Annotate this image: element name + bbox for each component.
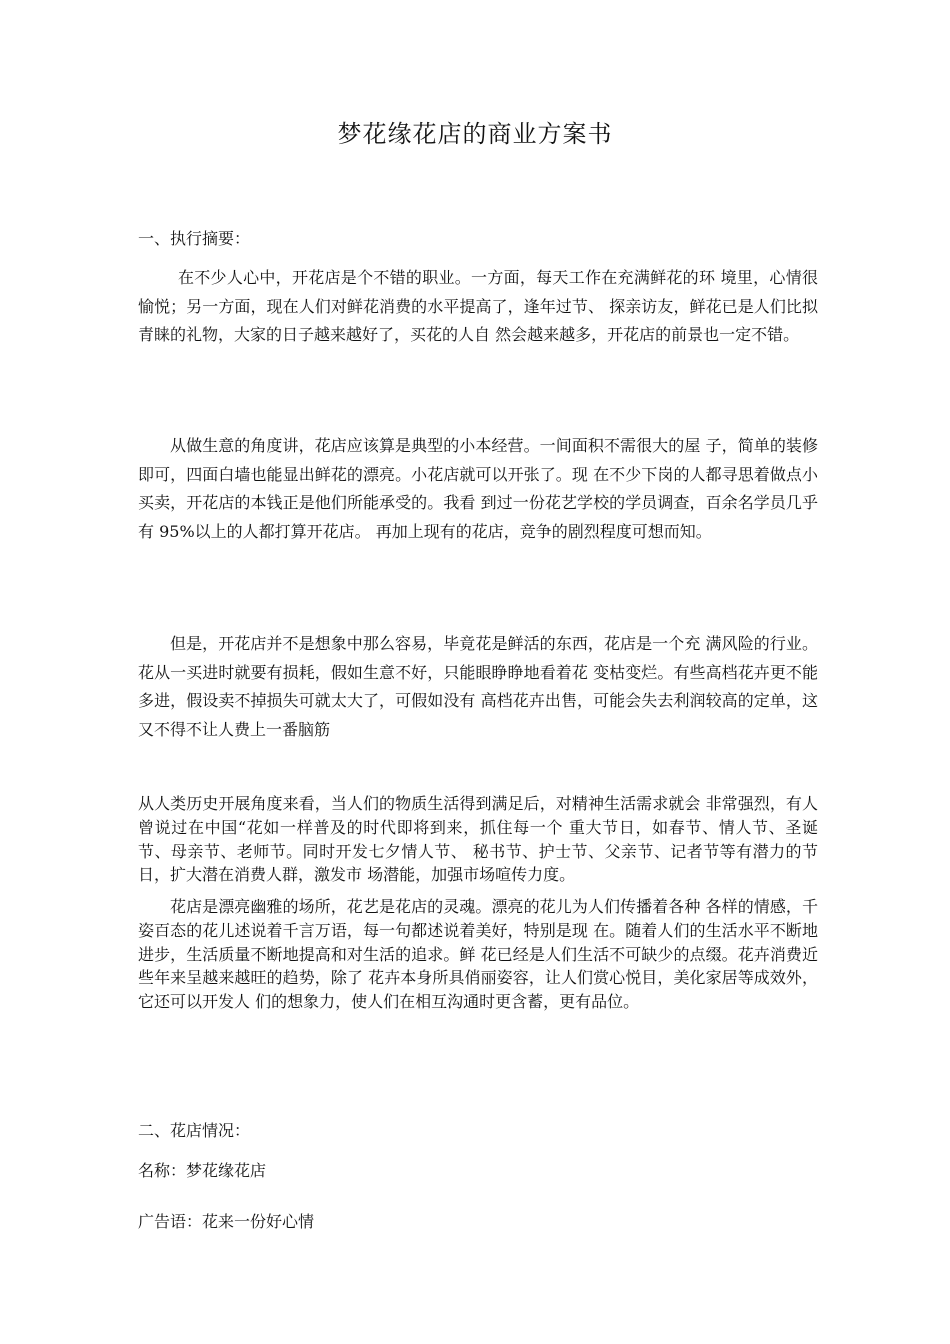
section-heading-shop-info: 二、花店情况：	[138, 1121, 251, 1140]
slogan-line: 广告语：花来一份好心情	[138, 1212, 315, 1231]
section-heading-summary: 一、执行摘要：	[138, 229, 251, 248]
paragraph-5: 花店是漂亮幽雅的场所，花艺是花店的灵魂。漂亮的花儿为人们传播着各种 各样的情感，千姿百态的花儿述说着千言万语，每一句都述说着美好，特别是现 在。随着人们的生活水平不断地进步，生活质量不断地提高和对生活的追求。鲜 花已经是人们生活不可缺少的点缀。花卉消费近些年来呈越来越旺的趋势，除了 花卉本身所具俏丽姿容，让人们赏心悦目，美化家居等成效外，它还可以开发人 们的想象力，使人们在相互沟通时更含蓄，更有品位。	[138, 897, 818, 1012]
paragraph-4: 从人类历史开展角度来看，当人们的物质生活得到满足后，对精神生活需求就会 非常强烈，有人曾说过在中国“花如一样普及的时代即将到来，抓住每一个 重大节日，如春节、情人节、圣诞节、母亲节、老师节。同时开发七夕情人节、 秘书节、护士节、父亲节、记者节等有潜力的节日，扩大潜在消费人群，激发市 场潜能，加强市场喧传力度。	[138, 794, 818, 885]
paragraph-2: 从做生意的角度讲，花店应该算是典型的小本经营。一间面积不需很大的屋 子，简单的装修即可，四面白墙也能显出鲜花的漂亮。小花店就可以开张了。现 在不少下岗的人都寻思着做点小买卖，开花店的本钱正是他们所能承受的。我看 到过一份花艺学校的学员调查，百余名学员几乎有 95%以上的人都打算开花店。 再加上现有的花店，竞争的剧烈程度可想而知。	[138, 436, 818, 541]
document-title: 梦花缘花店的商业方案书	[337, 120, 613, 148]
shop-name-line: 名称：梦花缘花店	[138, 1161, 267, 1180]
paragraph-3: 但是，开花店并不是想象中那么容易，毕竟花是鲜活的东西，花店是一个充 满风险的行业。花从一买进时就要有损耗，假如生意不好，只能眼睁睁地看着花 变枯变烂。有些高档花卉更不能多进，假设卖不掉损失可就太大了，可假如没有 高档花卉出售，可能会失去利润较高的定单，这又不得不让人费上一番脑筋	[138, 634, 818, 739]
paragraph-1: 在不少人心中，开花店是个不错的职业。一方面，每天工作在充满鲜花的环 境里，心情很愉悦；另一方面，现在人们对鲜花消费的水平提高了，逢年过节、 探亲访友，鲜花已是人们比拟青睐的礼物，大家的日子越来越好了，买花的人自 然会越来越多，开花店的前景也一定不错。	[138, 268, 818, 345]
